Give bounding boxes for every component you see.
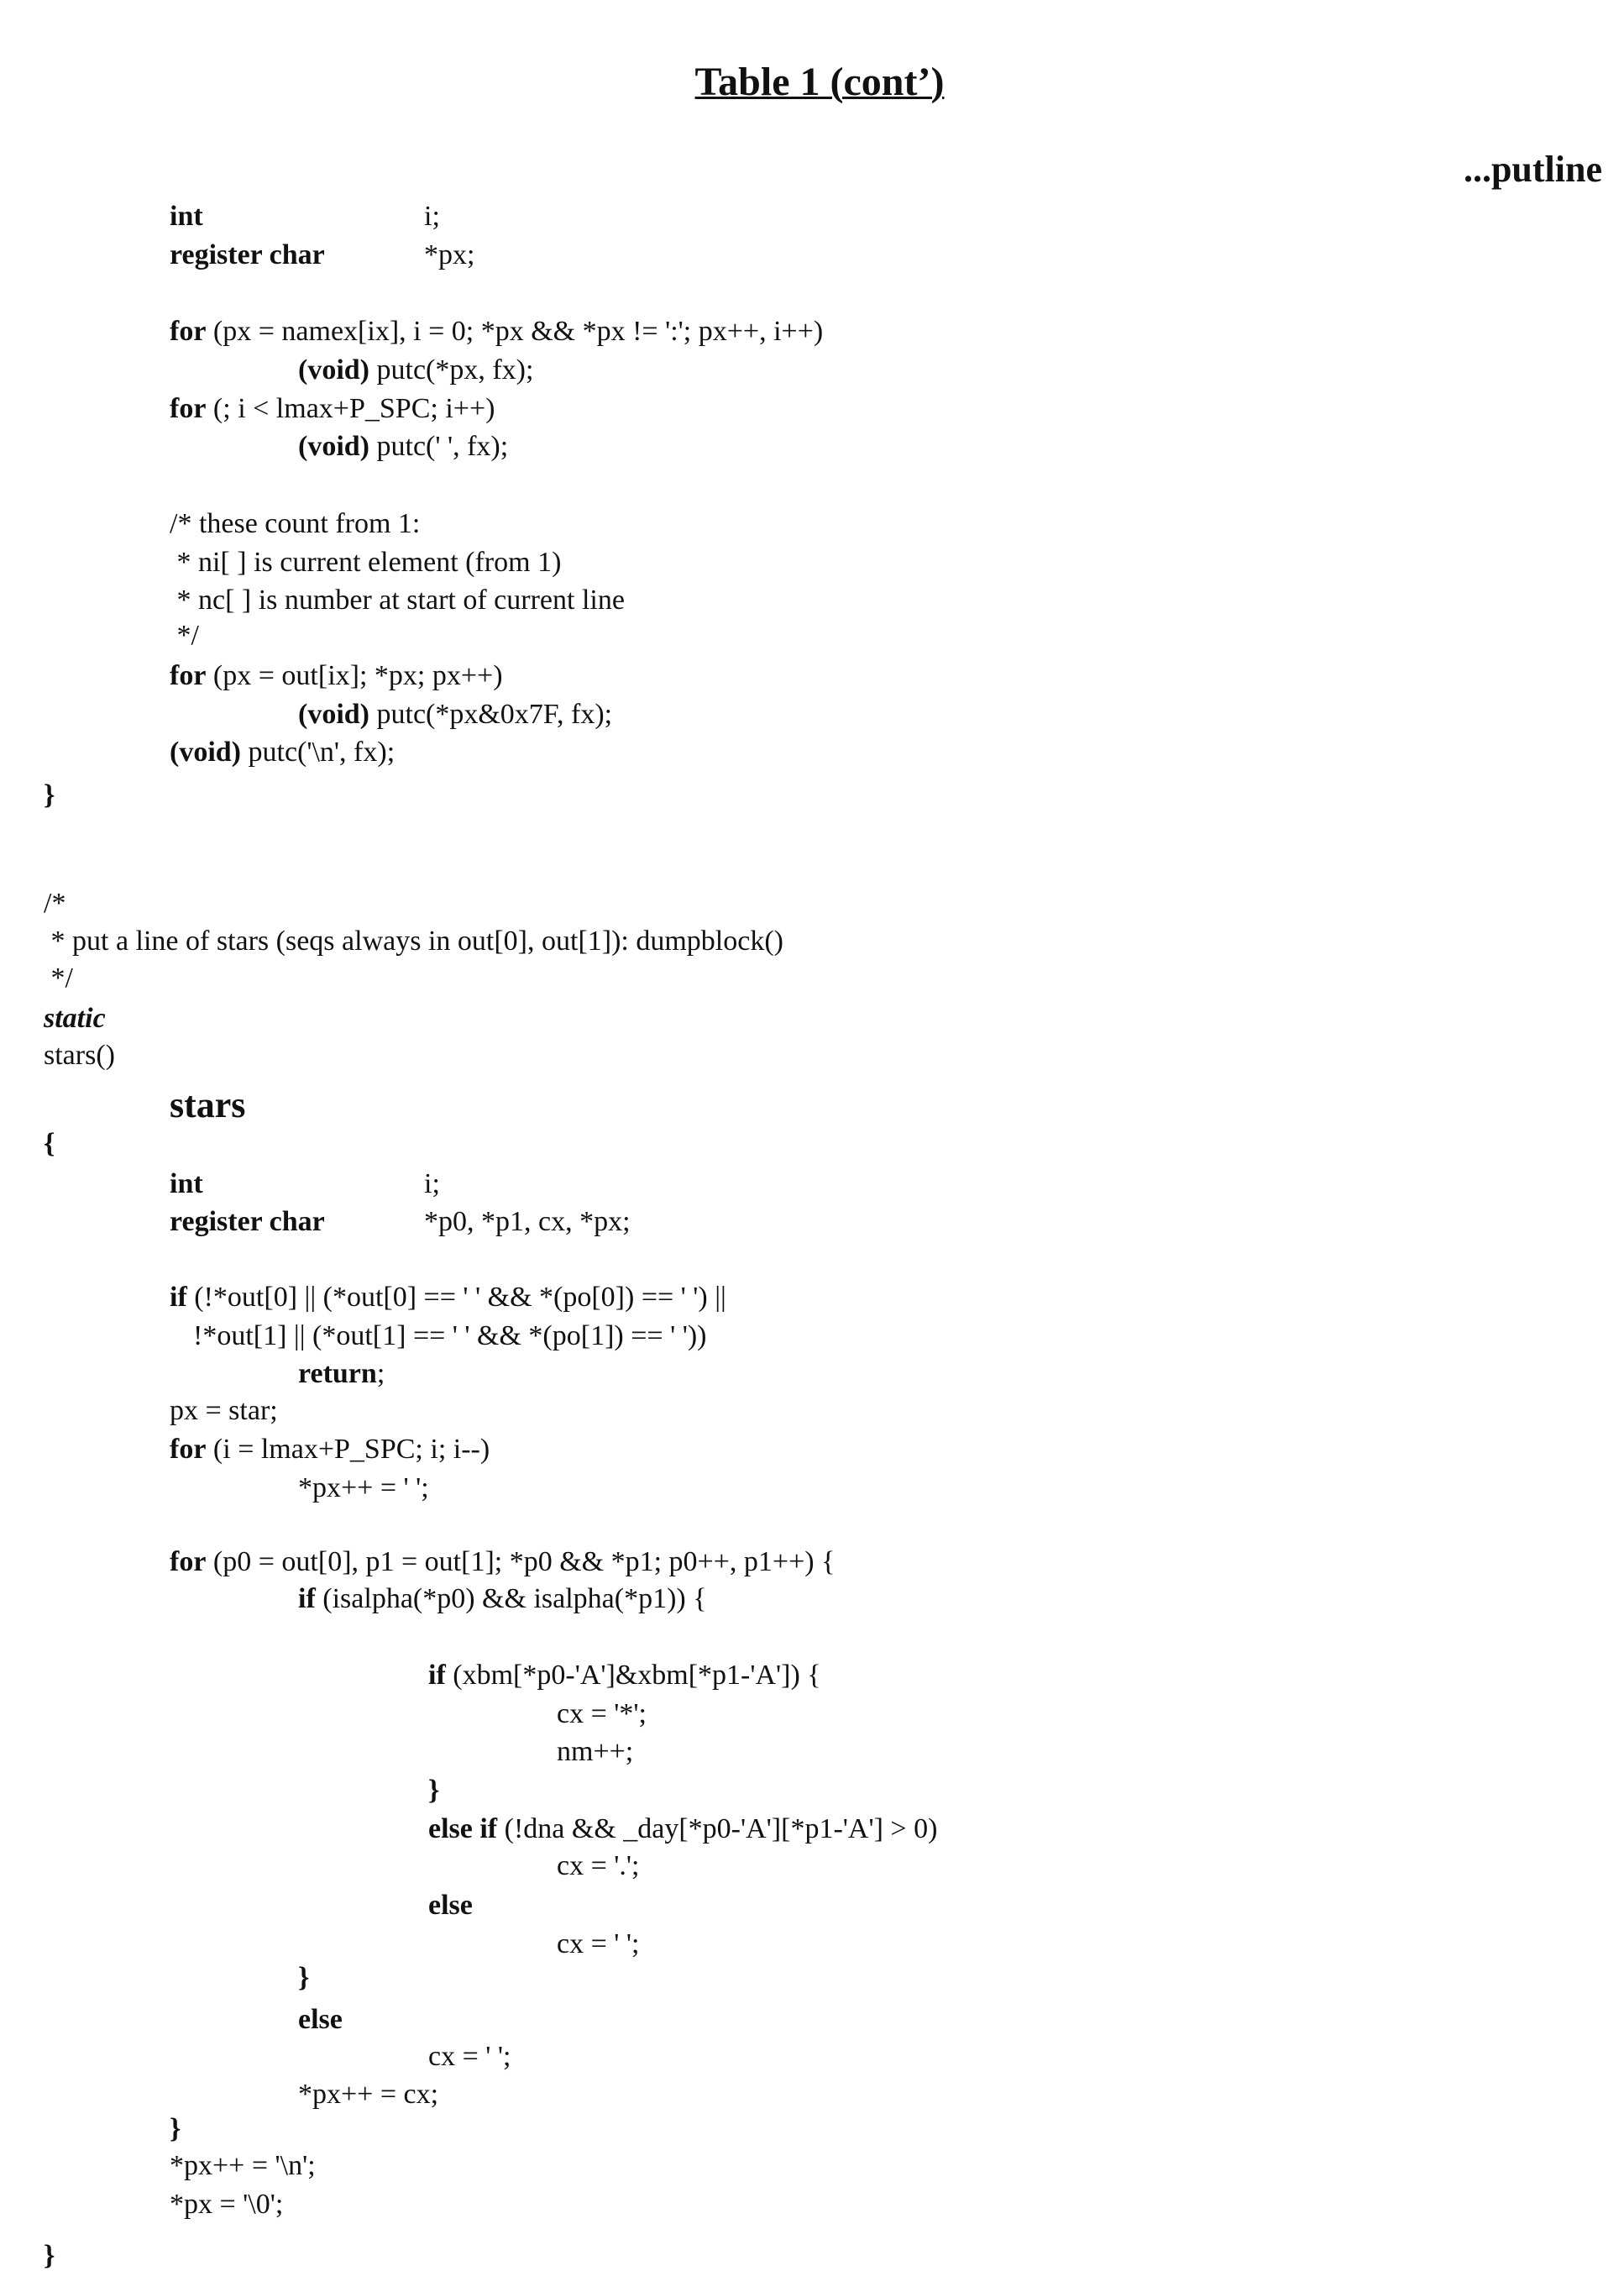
code-text: ;: [377, 1358, 385, 1389]
code-line: [44, 1002, 106, 1036]
section-label: ...putline: [1464, 148, 1602, 191]
code-keyword: register char: [170, 239, 325, 270]
code-keyword: int: [170, 1168, 203, 1199]
code-text: nm++;: [557, 1736, 633, 1767]
code-text: cx = '.';: [557, 1850, 639, 1881]
code-text: cx = ' ';: [557, 1928, 639, 1959]
code-line: [44, 1039, 115, 1073]
code-line: [170, 736, 395, 769]
code-text: *px++ = cx;: [298, 2079, 438, 2110]
code-line: [170, 546, 561, 580]
code-text: (p0 = out[0], p1 = out[1]; *p0 && *p1; p0++, p1++) {: [206, 1546, 835, 1577]
code-line: [298, 1961, 309, 1995]
code-line: [298, 1582, 707, 1616]
code-text: * ni[ ] is current element (from 1): [170, 547, 561, 578]
code-line: [193, 1319, 706, 1353]
code-line: [170, 1433, 490, 1466]
code-line: [298, 430, 508, 464]
code-keyword: return: [298, 1358, 377, 1389]
code-line: [44, 925, 783, 958]
code-line: [170, 1205, 325, 1239]
code-keyword: (void): [298, 354, 369, 385]
code-line: [428, 1774, 439, 1807]
code-keyword: else: [428, 1890, 473, 1921]
code-declarator: i;: [424, 200, 440, 233]
code-line: [557, 1735, 633, 1769]
code-line: [170, 2188, 283, 2221]
code-keyword: if: [170, 1282, 187, 1313]
code-line: [298, 354, 533, 387]
code-text: *px++ = '\n';: [170, 2150, 316, 2181]
code-line: [170, 1281, 726, 1314]
code-keyword: if: [298, 1583, 316, 1614]
code-line: [170, 2112, 181, 2146]
code-keyword: register char: [170, 1206, 325, 1237]
code-keyword: (void): [170, 737, 241, 768]
code-keyword: }: [170, 2113, 181, 2144]
code-line: [170, 239, 325, 272]
code-text: /* these count from 1:: [170, 508, 420, 539]
code-text: putc(' ', fx);: [369, 431, 508, 462]
code-line: [298, 2003, 343, 2037]
code-text: *px++ = ' ';: [298, 1472, 429, 1503]
code-line: [170, 2149, 316, 2183]
code-keyword: (void): [298, 431, 369, 462]
code-line: [170, 392, 495, 426]
code-line: [170, 1545, 835, 1579]
code-text: */: [170, 620, 199, 651]
code-text: * nc[ ] is number at start of current line: [170, 585, 625, 616]
code-line: [170, 507, 420, 541]
code-keyword: }: [44, 2240, 55, 2271]
code-line: [428, 1889, 473, 1922]
code-line: [170, 584, 625, 617]
code-keyword: (void): [298, 699, 369, 730]
code-line: [428, 2040, 511, 2074]
code-text: /*: [44, 888, 65, 919]
code-line: [170, 200, 203, 233]
code-declarator: i;: [424, 1167, 440, 1201]
code-text: *px = '\0';: [170, 2189, 283, 2220]
code-text: putc(*px, fx);: [369, 354, 533, 385]
code-line: [557, 1697, 647, 1731]
code-keyword: }: [44, 779, 55, 810]
code-keyword: if: [428, 1660, 446, 1691]
code-text: px = star;: [170, 1395, 278, 1426]
code-keyword: {: [44, 1128, 55, 1159]
code-line: [170, 1167, 203, 1201]
code-keyword: for: [170, 393, 206, 424]
code-text: (isalpha(*p0) && isalpha(*p1)) {: [316, 1583, 707, 1614]
code-text: (i = lmax+P_SPC; i; i--): [206, 1434, 490, 1465]
code-keyword: static: [44, 1003, 106, 1034]
code-text: stars(): [44, 1040, 115, 1071]
code-line: [44, 779, 55, 812]
code-text: * put a line of stars (seqs always in out[0], out[1]): dumpblock(): [44, 926, 783, 957]
code-text: (; i < lmax+P_SPC; i++): [206, 393, 495, 424]
code-keyword: else if: [428, 1813, 497, 1844]
code-line: [170, 315, 823, 349]
code-declarator: *p0, *p1, cx, *px;: [424, 1205, 631, 1239]
code-text: (xbm[*p0-'A']&xbm[*p1-'A']) {: [446, 1660, 821, 1691]
code-text: cx = ' ';: [428, 2041, 511, 2072]
code-keyword: for: [170, 660, 206, 691]
code-line: [428, 1812, 937, 1846]
code-line: [170, 619, 199, 653]
code-keyword: for: [170, 1546, 206, 1577]
code-line: [44, 962, 73, 995]
code-text: (px = namex[ix], i = 0; *px && *px != ':'; px++, i++): [206, 316, 823, 347]
code-line: [298, 1471, 429, 1505]
page-title: Table 1 (cont’): [0, 59, 1624, 105]
code-text: putc('\n', fx);: [241, 737, 395, 768]
code-keyword: }: [428, 1775, 439, 1806]
code-line: [428, 1659, 821, 1692]
code-keyword: int: [170, 201, 203, 232]
code-text: putc(*px&0x7F, fx);: [369, 699, 612, 730]
code-line: [170, 659, 503, 693]
code-keyword: for: [170, 1434, 206, 1465]
code-text: (px = out[ix]; *px; px++): [206, 660, 502, 691]
code-text: !*out[1] || (*out[1] == ' ' && *(po[1]) == ' ')): [193, 1320, 706, 1351]
code-text: (!*out[0] || (*out[0] == ' ' && *(po[0]) == ' ') ||: [187, 1282, 726, 1313]
code-keyword: }: [298, 1962, 309, 1993]
code-text: cx = '*';: [557, 1698, 647, 1729]
code-line: [298, 698, 612, 732]
code-line: [298, 2078, 438, 2111]
code-line: [44, 2239, 55, 2273]
code-line: [557, 1849, 639, 1883]
function-heading: stars: [170, 1083, 245, 1126]
code-line: [170, 1394, 278, 1428]
code-line: [44, 1127, 55, 1161]
code-declarator: *px;: [424, 239, 474, 272]
code-line: [557, 1927, 639, 1961]
code-text: (!dna && _day[*p0-'A'][*p1-'A'] > 0): [497, 1813, 937, 1844]
code-keyword: else: [298, 2004, 343, 2035]
code-text: */: [44, 962, 73, 994]
code-line: [44, 887, 65, 920]
code-keyword: for: [170, 316, 206, 347]
code-line: [298, 1357, 385, 1391]
